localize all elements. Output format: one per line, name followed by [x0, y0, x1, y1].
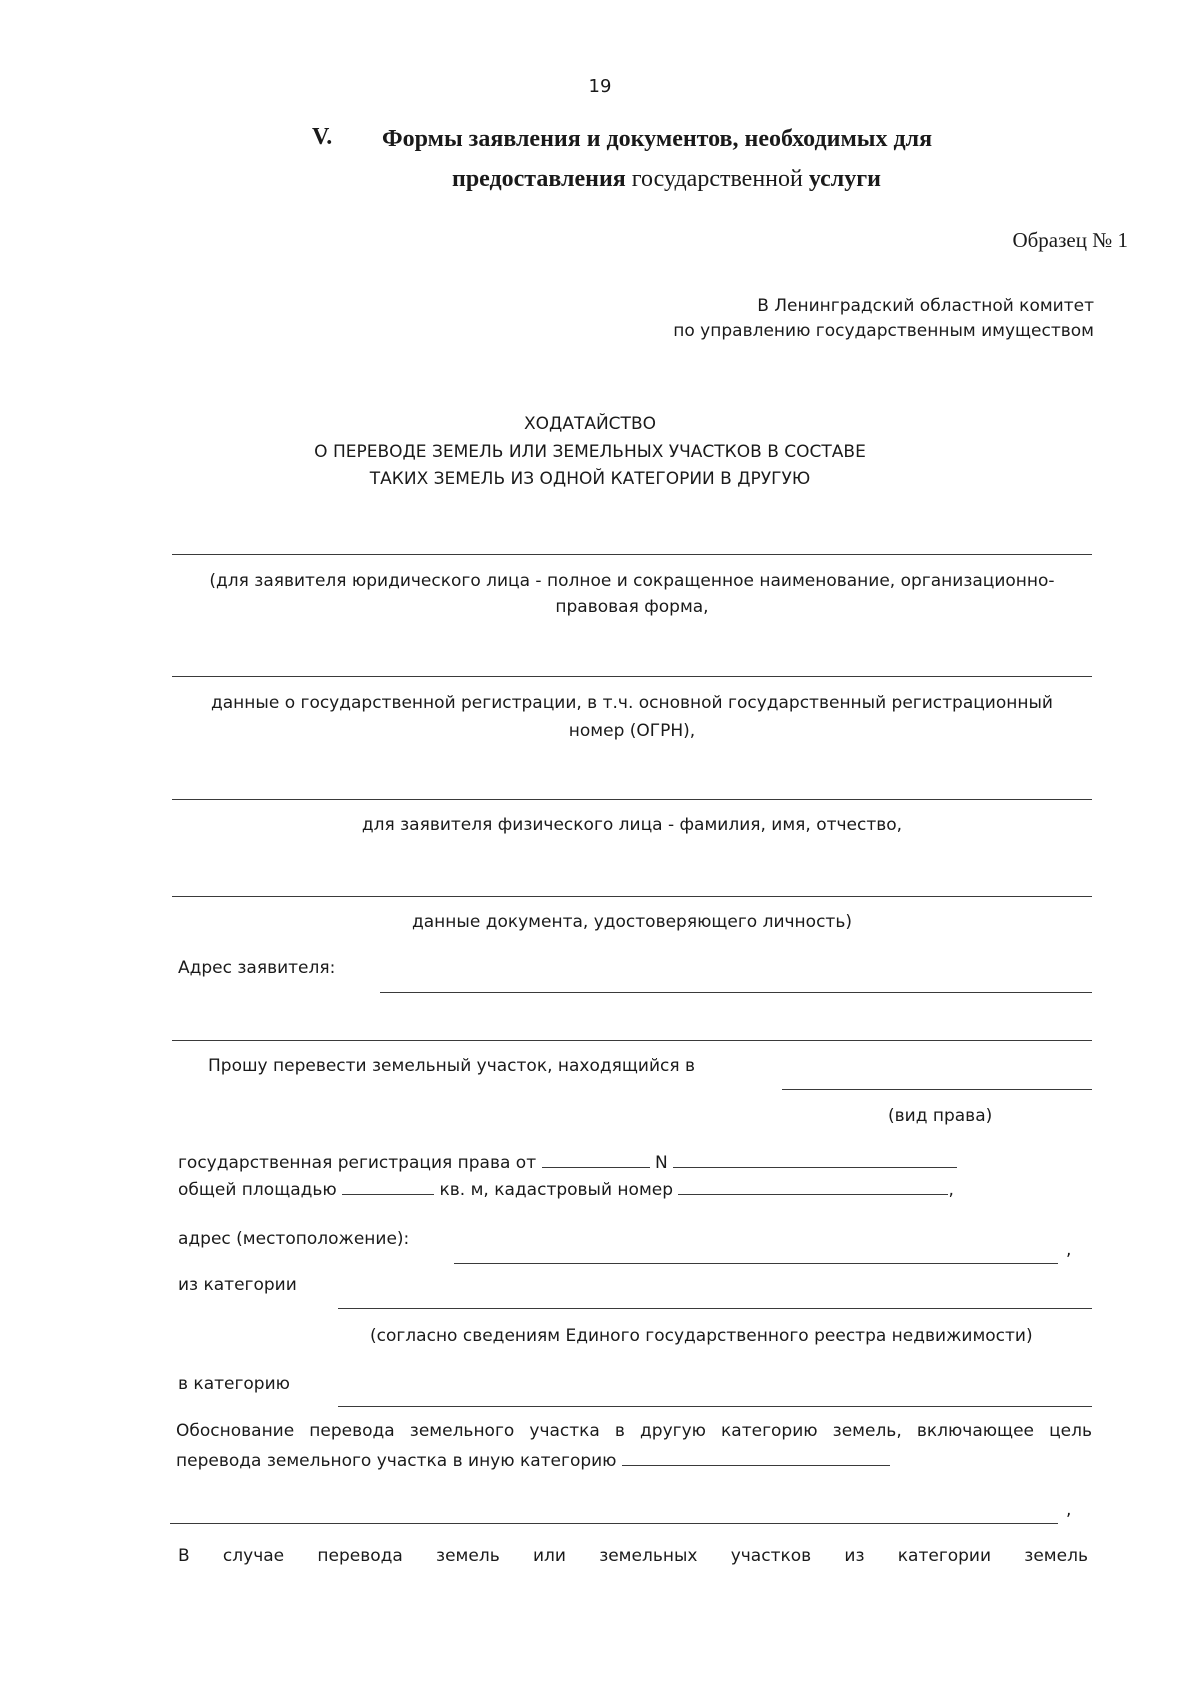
petition-title: ХОДАТАЙСТВО — [524, 414, 656, 434]
section-title-word-provision: предоставления — [452, 166, 626, 192]
request-text: Прошу перевести земельный участок, находящийся в — [208, 1056, 695, 1076]
word: участков — [730, 1546, 812, 1566]
area-field[interactable] — [342, 1178, 434, 1195]
registration-data-line[interactable] — [172, 676, 1092, 677]
caption-registration-2: номер (ОГРН), — [568, 721, 696, 741]
section-title-word-state: государственной — [631, 166, 803, 192]
registration-date-label: государственная регистрация права от — [178, 1153, 537, 1173]
applicant-address-line-1[interactable] — [380, 992, 1092, 993]
caption-id-document: данные документа, удостоверяющего личность) — [412, 912, 852, 932]
petition-subtitle-2: ТАКИХ ЗЕМЕЛЬ ИЗ ОДНОЙ КАТЕГОРИИ В ДРУГУЮ — [369, 469, 811, 489]
from-category-caption: (согласно сведениям Единого государственного реестра недвижимости) — [370, 1326, 1033, 1346]
word: категории — [897, 1546, 992, 1566]
to-category-line[interactable] — [338, 1406, 1092, 1407]
cadastral-number-field[interactable] — [678, 1178, 948, 1195]
page-number: 19 — [588, 76, 612, 97]
individual-name-line[interactable] — [172, 799, 1092, 800]
case-sentence-line — [178, 1546, 1088, 1566]
location-label: адрес (местоположение): — [178, 1229, 410, 1249]
area-unit-label: кв. м, кадастровый номер — [439, 1180, 674, 1200]
petition-subtitle-1: О ПЕРЕВОДЕ ЗЕМЕЛЬ ИЛИ ЗЕМЕЛЬНЫХ УЧАСТКОВ В СОСТАВЕ — [314, 442, 866, 462]
applicant-address-line-2[interactable] — [172, 1040, 1092, 1041]
right-type-caption: (вид права) — [888, 1106, 993, 1126]
from-category-label: из категории — [178, 1275, 297, 1295]
word: случае — [222, 1546, 285, 1566]
word: земельных — [599, 1546, 698, 1566]
registration-number-field[interactable] — [673, 1151, 957, 1168]
area-label: общей площадью — [178, 1180, 337, 1200]
section-title-line2 — [452, 166, 1052, 193]
word: перевода — [317, 1546, 403, 1566]
applicant-name-line[interactable] — [172, 554, 1092, 555]
word: из — [844, 1546, 865, 1566]
caption-legal-entity-1: (для заявителя юридического лица - полное и сокращенное наименование, организационно- — [209, 571, 1055, 591]
caption-individual: для заявителя физического лица - фамилия, имя, отчество, — [361, 815, 903, 835]
addressee-line1: В Ленинградский областной комитет — [757, 296, 1094, 316]
justification-line-full[interactable] — [170, 1523, 1058, 1524]
addressee-line2: по управлению государственным имуществом — [673, 321, 1094, 341]
word: В — [178, 1546, 190, 1566]
justification-row-2 — [176, 1449, 890, 1471]
justification-field[interactable] — [622, 1449, 890, 1466]
caption-legal-entity-2: правовая форма, — [555, 597, 709, 617]
section-numeral: V. — [312, 124, 333, 150]
sample-label: Образец № 1 — [1012, 228, 1128, 252]
word: или — [532, 1546, 566, 1566]
to-category-label: в категорию — [178, 1374, 290, 1394]
section-title-line1: Формы заявления и документов, необходимых для — [382, 126, 933, 152]
location-comma: , — [1066, 1240, 1072, 1260]
justification-line-2: перевода земельного участка в иную категорию — [176, 1451, 617, 1471]
id-document-line[interactable] — [172, 896, 1092, 897]
location-line[interactable] — [454, 1263, 1058, 1264]
from-category-line[interactable] — [338, 1308, 1092, 1309]
justification-line-1: Обоснование перевода земельного участка в другую категорию земель, включающее цель — [176, 1421, 1092, 1441]
registration-date-field[interactable] — [542, 1151, 650, 1168]
registration-row — [178, 1151, 957, 1173]
word: земель — [1024, 1546, 1088, 1566]
area-row: общей площадью кв. м, кадастровый номер , — [178, 1180, 954, 1200]
right-type-line[interactable] — [782, 1089, 1092, 1090]
applicant-address-label: Адрес заявителя: — [178, 958, 336, 978]
word: земель — [436, 1546, 500, 1566]
caption-registration-1: данные о государственной регистрации, в т.ч. основной государственный регистрационный — [211, 693, 1053, 713]
justification-comma: , — [1066, 1500, 1072, 1520]
registration-number-label: N — [654, 1153, 668, 1173]
section-title-word-service: услуги — [808, 166, 881, 192]
